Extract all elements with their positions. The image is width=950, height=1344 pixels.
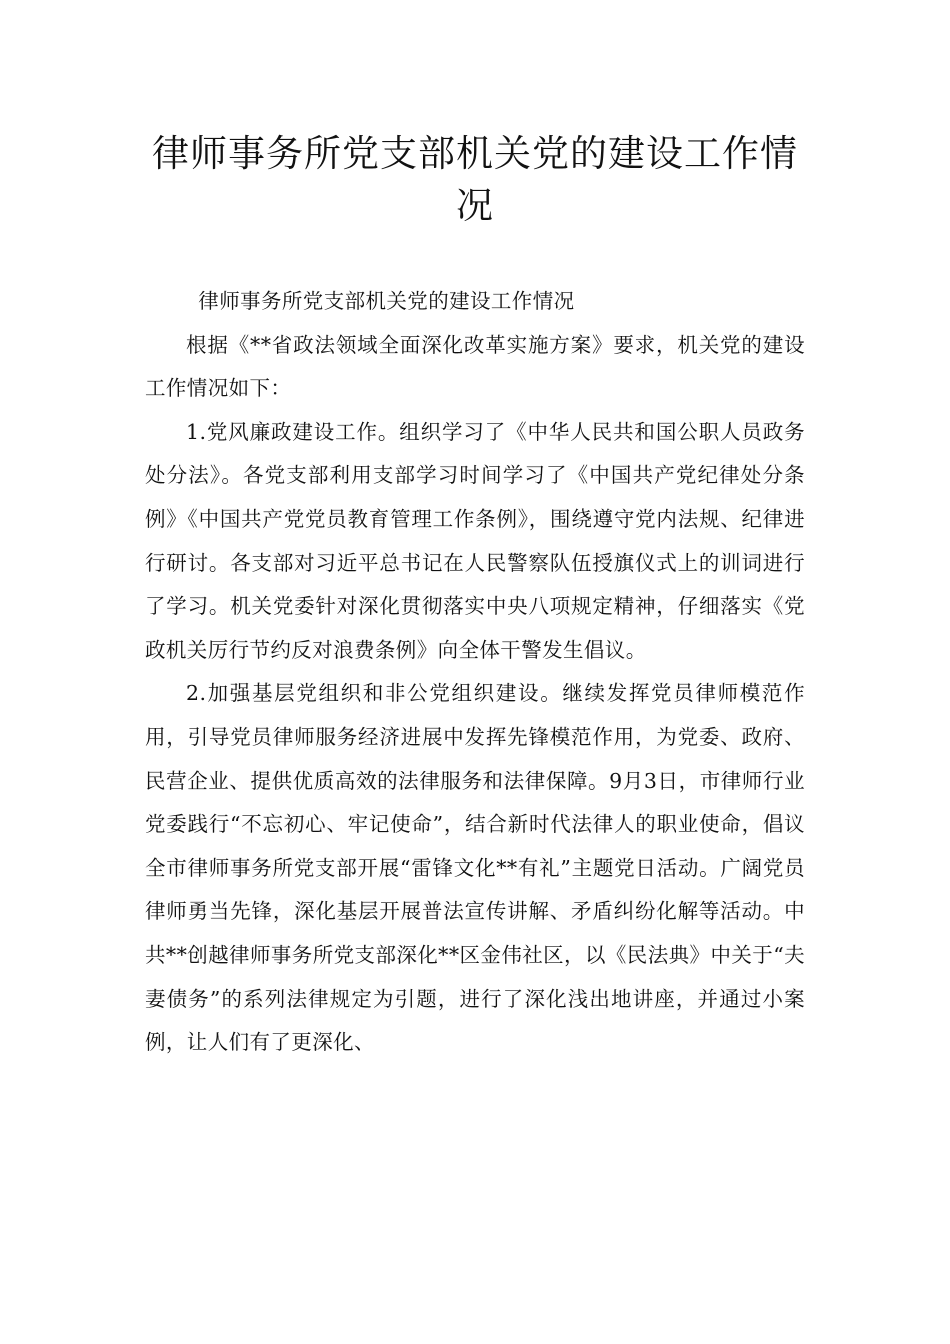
paragraph-section-2: 2.加强基层党组织和非公党组织建设。继续发挥党员律师模范作用，引导党员律师服务经济进展中发挥先锋模范作用，为党委、政府、民营企业、提供优质高效的法律服务和法律保障。9月3日，市律师行业党委践行“不忘初心、牢记使命”，结合新时代法律人的职业使命，倡议全市律师事务所党支部开展“雷锋文化**有礼”主题党日活动。广阔党员律师勇当先锋，深化基层开展普法宣传讲解、矛盾纠纷化解等活动。中共**创越律师事务所党支部深化**区金伟社区，以《民法典》中关于“夫妻债务”的系列法律规定为引题，进行了深化浅出地讲座，并通过小案例，让人们有了更深化、 <box>145 681 805 1055</box>
document-subtitle: 律师事务所党支部机关党的建设工作情况 <box>198 289 575 313</box>
paragraph-section-1: 1.党风廉政建设工作。组织学习了《中华人民共和国公职人员政务处分法》。各党支部利用支部学习时间学习了《中国共产党纪律处分条例》《中国共产党党员教育管理工作条例》，围绕遵守党内法规、纪律进行研讨。各支部对习近平总书记在人民警察队伍授旗仪式上的训词进行了学习。机关党委针对深化贯彻落实中央八项规定精神，仔细落实《党政机关厉行节约反对浪费条例》向全体干警发生倡议。 <box>145 419 805 662</box>
document-body <box>145 280 805 1065</box>
paragraph-intro: 根据《**省政法领域全面深化改革实施方案》要求，机关党的建设工作情况如下： <box>145 332 805 401</box>
document-title: 律师事务所党支部机关党的建设工作情况 <box>152 132 798 227</box>
